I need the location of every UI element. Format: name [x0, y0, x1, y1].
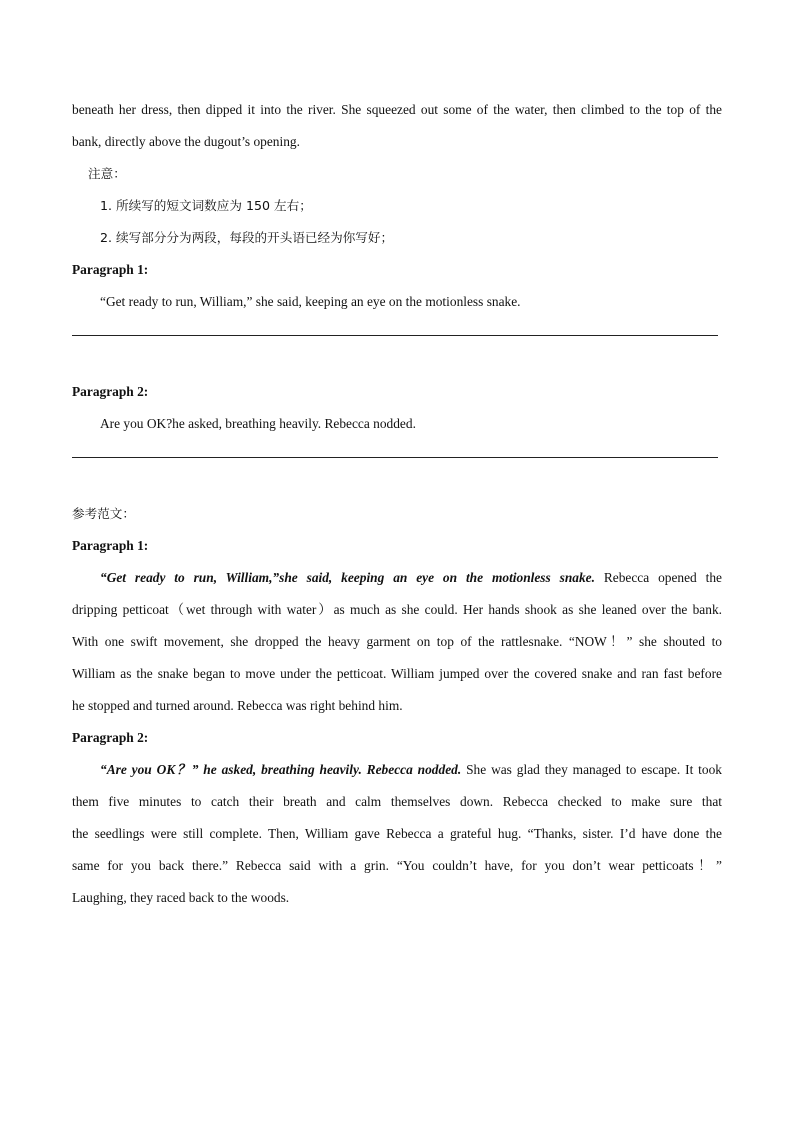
- reference-paragraph-1-heading: Paragraph 1:: [72, 538, 149, 553]
- notes-item-2: 2. 续写部分分为两段，每段的开头语已经为你写好；: [100, 230, 394, 245]
- reference-paragraph-2-heading: Paragraph 2:: [72, 730, 149, 745]
- notes-item-1: 1. 所续写的短文词数应为 150 左右；: [100, 198, 312, 213]
- reference-paragraph-1-line-3: With one swift movement, she dropped the heavy garment on top of the rattlesnake. “NOW！” she shouted to: [72, 634, 722, 649]
- reference-paragraph-1-line-2: dripping petticoat（wet through with water）as much as she could. Her hands shook as she leaned over the bank.: [72, 602, 722, 617]
- reference-paragraph-2-line-2: them five minutes to catch their breath and calm themselves down. Rebecca checked to make sure that: [72, 794, 722, 809]
- spacer: [72, 472, 722, 498]
- reference-heading: 参考范文：: [72, 506, 135, 521]
- notes-heading: 注意：: [88, 166, 126, 181]
- reference-paragraph-2-opener: “Are you OK？” he asked, breathing heavily. Rebecca nodded.: [100, 762, 462, 777]
- reference-paragraph-2-line-4: same for you back there.” Rebecca said with a grin. “You couldn’t have, for you don’t wear petticoats！”: [72, 858, 722, 873]
- task-paragraph-1-opener: “Get ready to run, William,” she said, keeping an eye on the motionless snake.: [100, 294, 521, 309]
- reference-paragraph-1-line-1-rest: Rebecca opened the: [594, 570, 722, 585]
- reference-paragraph-2-line-1: [72, 754, 722, 786]
- task-paragraph-2-heading: Paragraph 2:: [72, 384, 149, 399]
- task-paragraph-1-heading: Paragraph 1:: [72, 262, 149, 277]
- intro-line-1: beneath her dress, then dipped it into the river. She squeezed out some of the water, then climbed to the top of the: [72, 102, 722, 117]
- intro-line-2: bank, directly above the dugout’s opening.: [72, 134, 300, 149]
- spacer: [72, 350, 722, 376]
- reference-paragraph-1-line-5: he stopped and turned around. Rebecca was right behind him.: [72, 698, 403, 713]
- reference-paragraph-1-line-4: William as the snake began to move under the petticoat. William jumped over the covered snake and ran fast before: [72, 666, 722, 681]
- document-page: [72, 94, 722, 914]
- task-paragraph-2-opener: Are you OK?he asked, breathing heavily. Rebecca nodded.: [100, 416, 416, 431]
- reference-paragraph-2-line-1-rest: She was glad they managed to escape. It took: [461, 762, 722, 777]
- reference-paragraph-2-line-3: the seedlings were still complete. Then, William gave Rebecca a grateful hug. “Thanks, sister. I’d have done the: [72, 826, 722, 841]
- reference-paragraph-1-line-1: [72, 562, 722, 594]
- writing-line-2: [72, 440, 722, 472]
- reference-paragraph-2-line-5: Laughing, they raced back to the woods.: [72, 890, 290, 905]
- writing-line-1: [72, 318, 722, 350]
- reference-paragraph-1-opener: “Get ready to run, William,”she said, keeping an eye on the motionless snake.: [100, 570, 595, 585]
